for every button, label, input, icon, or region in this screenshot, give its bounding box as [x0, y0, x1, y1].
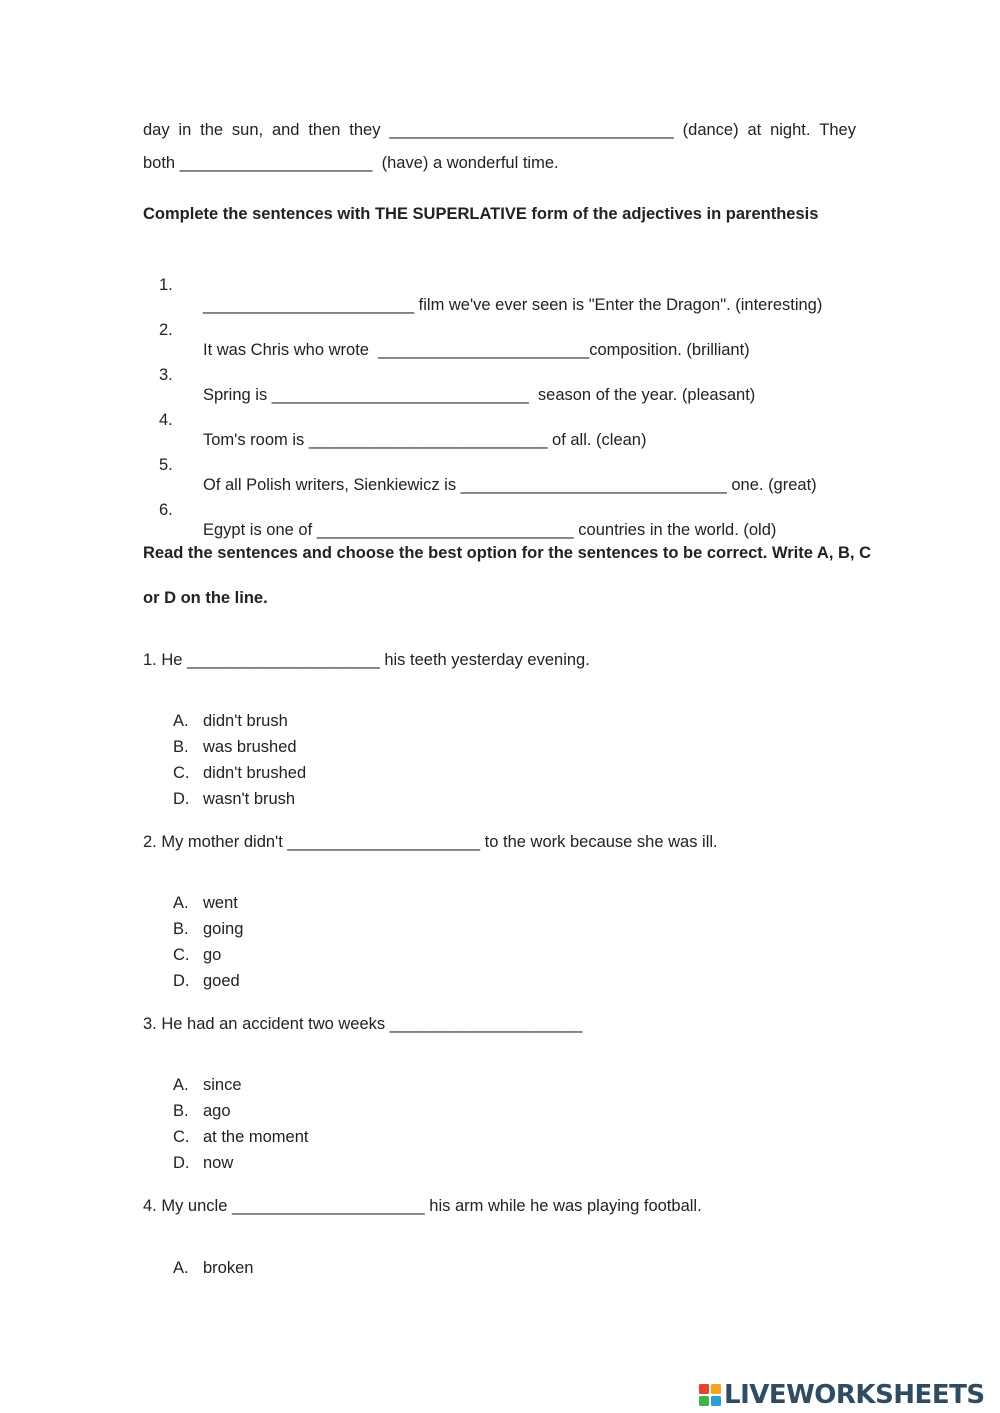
logo-tile [699, 1396, 709, 1406]
logo-text: LIVEWORKSHEETS [724, 1380, 985, 1410]
blank-input[interactable]: ____________________________ [316, 521, 574, 539]
option-text: go [203, 946, 222, 964]
option-text: went [203, 894, 238, 912]
logo-tile [711, 1384, 721, 1394]
blank-input[interactable]: _____________________ [179, 154, 373, 172]
intro-word: night. [770, 121, 811, 139]
intro-word: (dance) [682, 121, 739, 139]
blank-input[interactable]: _____________________ [231, 1197, 425, 1215]
sentence-text: to the work because she was ill. [480, 833, 718, 851]
sentence [203, 520, 776, 540]
sentence-text: Egypt is one of [203, 521, 317, 539]
intro-line-1 [143, 120, 856, 140]
blank-input[interactable]: _____________________ [389, 1015, 583, 1033]
option-letter: D. [173, 790, 190, 808]
item-number: 6. [159, 501, 173, 519]
intro-line-2 [143, 153, 559, 173]
sentence-text: of all. (clean) [547, 431, 647, 449]
intro-word: day [143, 121, 170, 139]
item-number: 4. [159, 411, 173, 429]
liveworksheets-logo[interactable] [698, 1380, 985, 1410]
item-number: 5. [159, 456, 173, 474]
intro-word: and [271, 121, 300, 139]
sentence-text: It was Chris who wrote [203, 341, 379, 359]
blank-input[interactable]: _______________________ [203, 296, 415, 314]
sentence-text: Spring is [203, 386, 272, 404]
intro-word: then [308, 121, 341, 139]
sentence-text: composition. (brilliant) [589, 341, 750, 359]
question-2 [143, 832, 718, 852]
sentence-text: 4. My uncle [143, 1197, 232, 1215]
sentence-text: countries in the world. (old) [573, 521, 777, 539]
sentence-text: both [143, 154, 180, 172]
option-letter: D. [173, 972, 190, 990]
item-number: 3. [159, 366, 173, 384]
blank-input[interactable]: ____________________________ [271, 386, 529, 404]
option-letter: C. [173, 946, 190, 964]
sentence-text: his teeth yesterday evening. [379, 651, 590, 669]
option-text: since [203, 1076, 242, 1094]
sentence-text: film we've ever seen is "Enter the Dragon". (interesting) [414, 296, 823, 314]
section-heading-superlative: Complete the sentences with THE SUPERLATIVE form of the adjectives in parenthesis [143, 205, 819, 223]
intro-word: sun, [231, 121, 264, 139]
question-4 [143, 1196, 702, 1216]
blank-input[interactable]: _____________________ [187, 651, 380, 669]
intro-word: They [819, 121, 856, 139]
sentence-text: Of all Polish writers, Sienkiewicz is [203, 476, 461, 494]
intro-word: at [747, 121, 762, 139]
section-heading-choice: Read the sentences and choose the best option for the sentences to be correct. Write A, B, C [143, 544, 871, 562]
blank-input[interactable]: _______________________________ [389, 121, 674, 139]
section-heading-choice-cont: or D on the line. [143, 589, 268, 607]
option-text: didn't brush [203, 712, 288, 730]
option-text: now [203, 1154, 234, 1172]
question-3 [143, 1014, 582, 1034]
sentence-text: one. (great) [726, 476, 817, 494]
item-number: 1. [159, 276, 173, 294]
option-letter: D. [173, 1154, 190, 1172]
option-letter: B. [173, 1102, 189, 1120]
blank-input[interactable]: _______________________ [378, 341, 590, 359]
blank-input[interactable]: __________________________ [308, 431, 548, 449]
intro-word: the [200, 121, 224, 139]
sentence-text: Tom's room is [203, 431, 309, 449]
option-letter: A. [173, 712, 189, 730]
item-number: 2. [159, 321, 173, 339]
logo-grid-icon [698, 1383, 722, 1407]
option-letter: B. [173, 920, 189, 938]
option-letter: C. [173, 1128, 190, 1146]
intro-word: in [178, 121, 192, 139]
option-text: goed [203, 972, 240, 990]
option-text: was brushed [203, 738, 297, 756]
option-text: at the moment [203, 1128, 309, 1146]
option-letter: A. [173, 1076, 189, 1094]
option-letter: A. [173, 1259, 189, 1277]
intro-word: they [349, 121, 381, 139]
option-text: wasn't brush [203, 790, 296, 808]
sentence-text: 3. He had an accident two weeks [143, 1015, 390, 1033]
blank-input[interactable]: _____________________________ [460, 476, 727, 494]
sentence-text: 2. My mother didn't [143, 833, 288, 851]
logo-tile [699, 1384, 709, 1394]
option-text: going [203, 920, 244, 938]
sentence-text: his arm while he was playing football. [424, 1197, 702, 1215]
option-letter: A. [173, 894, 189, 912]
logo-tile [711, 1396, 721, 1406]
option-text: didn't brushed [203, 764, 307, 782]
blank-input[interactable]: _____________________ [287, 833, 481, 851]
question-1 [143, 650, 590, 670]
sentence-text: 1. He [143, 651, 188, 669]
sentence-text: (have) a wonderful time. [372, 154, 559, 172]
option-letter: C. [173, 764, 190, 782]
option-text: broken [203, 1259, 254, 1277]
option-letter: B. [173, 738, 189, 756]
sentence-text: season of the year. (pleasant) [528, 386, 756, 404]
option-text: ago [203, 1102, 231, 1120]
